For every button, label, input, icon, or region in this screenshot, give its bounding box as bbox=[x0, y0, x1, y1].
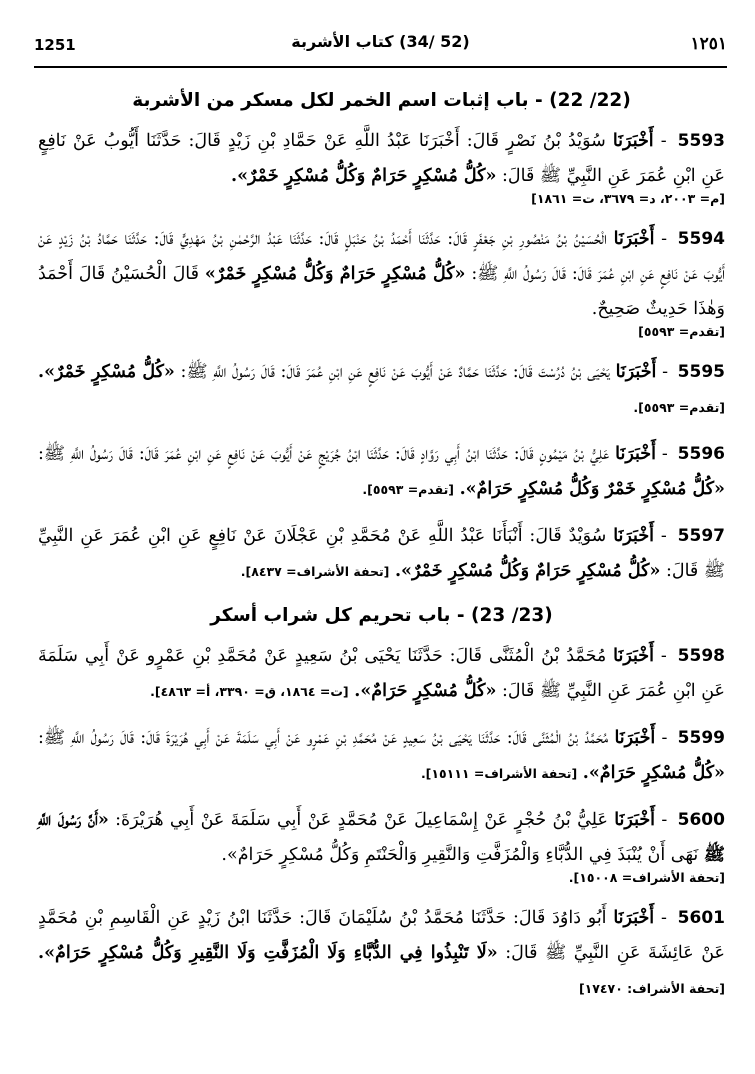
hadith-prefix: أَخْبَرَنَا bbox=[614, 810, 656, 830]
hadith-after: قَالَ الْحُسَيْنُ قَالَ أَحْمَدُ وَهٰذَا حَدِيثٌ صَحِيحٌ. bbox=[38, 264, 725, 319]
hadith-reference: [ت= ١٨٦٤، ق= ٣٣٩٠، أ= ٤٨٦٣]. bbox=[150, 684, 349, 699]
chapter-title: (22/ 22) - باب إثبات اسم الخمر لكل مسكر من الأشربة bbox=[132, 90, 631, 111]
hadith-matn: «كُلُّ مُسْكِرٍ حَرَامٌ وَكُلُّ مُسْكِرٍ خَمْرٌ» bbox=[204, 264, 466, 284]
hadith-isnad: سُوَيْدُ بْنُ نَصْرٍ قَالَ: أَخْبَرَنَا عَبْدُ اللَّهِ عَنْ حَمَّادِ بْنِ زَيْدٍ قَالَ: حَدَّثَنَا أَيُّوبُ عَنْ نَافِعٍ عَنِ ابْنِ عُمَرَ عَنِ النَّبِيِّ ﷺ قَالَ: bbox=[38, 131, 725, 186]
hadith-5601: 5601 - أَخْبَرَنَا أَبُو دَاوُدَ قَالَ: حَدَّثَنَا مُحَمَّدُ بْنُ سُلَيْمَانَ قَالَ: حَدَّثَنَا ابْنُ زَيْدٍ عَنِ الْقَاسِمِ بْنِ مُحَمَّدٍ عَنْ عَائِشَةَ عَنِ النَّبِيِّ ﷺ قَالَ: «لَا تَنْبِذُوا فِي الدُّبَّاءِ وَلَا الْمُزَفَّتِ وَلَا النَّقِيرِ وَكُلُّ مُسْكِرٍ حَرَامٌ». [تحفة الأشراف: ١٧٤٧٠] bbox=[38, 901, 725, 1006]
page-content bbox=[38, 76, 725, 1018]
hadith-5600: 5600 - أَخْبَرَنَا عَلِيُّ بْنُ حُجْرٍ عَنْ إِسْمَاعِيلَ عَنْ مُحَمَّدٍ عَنْ أَبِي سَلَمَةَ عَنْ أَبِي هُرَيْرَةَ: «أَنَّ رَسُولَ اللَّهِ ﷺ نَهَى أَنْ يُنْبَذَ فِي الدُّبَّاءِ وَالْمُزَفَّتِ وَالنَّقِيرِ وَالْحَنْتَمِ وَكُلُّ مُسْكِرٍ حَرَامٌ». [تحفة الأشراف= ١٥٠٠٨]. bbox=[38, 803, 725, 889]
page-number-latin: 1251 bbox=[34, 36, 76, 54]
hadith-prefix: أَخْبَرَنَا bbox=[613, 908, 655, 928]
hadith-number: 5597 bbox=[677, 526, 725, 546]
hadith-matn: «لَا تَنْبِذُوا فِي الدُّبَّاءِ وَلَا الْمُزَفَّتِ وَلَا النَّقِيرِ وَكُلُّ مُسْكِرٍ حَرَامٌ». bbox=[38, 943, 498, 963]
hadith-isnad: يَحْيَى بْنُ دُرُسْتَ قَالَ: حَدَّثَنَا حَمَّادٌ عَنْ أَيُّوبَ عَنْ نَافِعٍ عَنِ ابْنِ عُمَرَ قَالَ: قَالَ رَسُولُ اللَّهِ ﷺ: bbox=[180, 362, 610, 382]
hadith-matn: «كُلُّ مُسْكِرٍ خَمْرٌ وَكُلُّ مُسْكِرٍ حَرَامٌ». bbox=[459, 479, 725, 499]
header-rule bbox=[34, 66, 727, 68]
hadith-5595: 5595 - أَخْبَرَنَا يَحْيَى بْنُ دُرُسْتَ قَالَ: حَدَّثَنَا حَمَّادٌ عَنْ أَيُّوبَ عَنْ نَافِعٍ عَنِ ابْنِ عُمَرَ قَالَ: قَالَ رَسُولُ اللَّهِ ﷺ: «كُلُّ مُسْكِرٍ خَمْرٌ». [تقدم= ٥٥٩٣]. bbox=[38, 355, 725, 425]
hadith-5597: 5597 - أَخْبَرَنَا سُوَيْدٌ قَالَ: أَنْبَأَنَا عَبْدُ اللَّهِ عَنْ مُحَمَّدِ بْنِ عَجْلَانَ عَنْ نَافِعٍ عَنِ ابْنِ عُمَرَ عَنِ النَّبِيِّ ﷺ قَالَ: «كُلُّ مُسْكِرٍ حَرَامٌ وَكُلُّ مُسْكِرٍ خَمْرٌ». [تحفة الأشراف= ٨٤٣٧]. bbox=[38, 519, 725, 589]
hadith-reference: [تحفة الأشراف: ١٧٤٧٠] bbox=[578, 981, 725, 996]
hadith-prefix: أَخْبَرَنَا bbox=[614, 728, 656, 748]
chapter-title: (23/ 23) - باب تحريم كل شراب أسكر bbox=[210, 605, 553, 626]
hadith-matn: «كُلُّ مُسْكِرٍ حَرَامٌ». bbox=[354, 681, 497, 701]
hadith-5594: 5594 - أَخْبَرَنَا الْحُسَيْنُ بْنُ مَنْصُورِ بْنِ جَعْفَرٍ قَالَ: حَدَّثَنَا أَحْمَدُ بْنُ حَنْبَلٍ قَالَ: حَدَّثَنَا عَبْدُ الرَّحْمٰنِ بْنُ مَهْدِيٍّ قَالَ: حَدَّثَنَا حَمَّادُ بْنُ زَيْدٍ عَنْ أَيُّوبَ عَنْ نَافِعٍ عَنِ ابْنِ عُمَرَ قَالَ: قَالَ رَسُولُ اللَّهِ ﷺ: «كُلُّ مُسْكِرٍ حَرَامٌ وَكُلُّ مُسْكِرٍ خَمْرٌ» قَالَ الْحُسَيْنُ قَالَ أَحْمَدُ وَهٰذَا حَدِيثٌ صَحِيحٌ. [تقدم= ٥٥٩٣] bbox=[38, 222, 725, 343]
hadith-reference: [تقدم= ٥٥٩٣]. bbox=[362, 482, 454, 497]
hadith-reference: [تحفة الأشراف= ١٥١١١]. bbox=[420, 766, 578, 781]
hadith-number: 5598 bbox=[677, 646, 725, 666]
hadith-number: 5594 bbox=[677, 229, 725, 249]
hadith-matn: «كُلُّ مُسْكِرٍ حَرَامٌ وَكُلُّ مُسْكِرٍ خَمْرٌ». bbox=[394, 561, 661, 581]
hadith-matn: «كُلُّ مُسْكِرٍ خَمْرٌ». bbox=[38, 362, 175, 382]
hadith-isnad: مُحَمَّدُ بْنُ الْمُثَنَّى قَالَ: حَدَّثَنَا يَحْيَى بْنُ سَعِيدٍ عَنْ مُحَمَّدِ بْنِ عَمْرٍو عَنْ أَبِي سَلَمَةَ عَنِ ابْنِ عُمَرَ عَنِ النَّبِيِّ ﷺ قَالَ: bbox=[38, 646, 725, 701]
hadith-5598: 5598 - أَخْبَرَنَا مُحَمَّدُ بْنُ الْمُثَنَّى قَالَ: حَدَّثَنَا يَحْيَى بْنُ سَعِيدٍ عَنْ مُحَمَّدِ بْنِ عَمْرٍو عَنْ أَبِي سَلَمَةَ عَنِ ابْنِ عُمَرَ عَنِ النَّبِيِّ ﷺ قَالَ: «كُلُّ مُسْكِرٍ حَرَامٌ». [ت= ١٨٦٤، ق= ٣٣٩٠، أ= ٤٨٦٣]. bbox=[38, 639, 725, 709]
page-number-arabic: ١٢٥١ bbox=[690, 34, 727, 54]
hadith-after: نَهَى أَنْ يُنْبَذَ فِي الدُّبَّاءِ وَالْمُزَفَّتِ وَالنَّقِيرِ وَالْحَنْتَمِ وَكُلُّ مُسْكِرٍ حَرَامٌ». bbox=[221, 845, 699, 865]
hadith-number: 5601 bbox=[677, 908, 725, 928]
hadith-reference: [تقدم= ٥٥٩٣]. bbox=[633, 400, 725, 415]
hadith-prefix: أَخْبَرَنَا bbox=[612, 131, 654, 151]
hadith-prefix: أَخْبَرَنَا bbox=[615, 444, 656, 464]
hadith-isnad: سُوَيْدٌ قَالَ: أَنْبَأَنَا عَبْدُ اللَّهِ عَنْ مُحَمَّدِ بْنِ عَجْلَانَ عَنْ نَافِعٍ عَنِ ابْنِ عُمَرَ عَنِ النَّبِيِّ ﷺ قَالَ: bbox=[38, 526, 725, 581]
hadith-prefix: أَخْبَرَنَا bbox=[613, 229, 655, 249]
hadith-reference: [تحفة الأشراف= ١٥٠٠٨]. bbox=[568, 870, 725, 885]
hadith-number: 5595 bbox=[677, 362, 725, 382]
book-title: (52 /34) كتاب الأشربة bbox=[291, 32, 470, 51]
hadith-matn: «كُلُّ مُسْكِرٍ حَرَامٌ». bbox=[582, 763, 725, 783]
hadith-prefix: أَخْبَرَنَا bbox=[613, 646, 654, 666]
hadith-number: 5599 bbox=[677, 728, 725, 748]
hadith-isnad: مُحَمَّدُ بْنُ الْمُثَنَّى قَالَ: حَدَّثَنَا يَحْيَى بْنُ سَعِيدٍ عَنْ مُحَمَّدِ بْنِ عَمْرٍو عَنْ أَبِي سَلَمَةَ عَنْ أَبِي هُرَيْرَةَ قَالَ: قَالَ رَسُولُ اللَّهِ ﷺ: bbox=[38, 728, 609, 748]
hadith-number: 5596 bbox=[677, 444, 725, 464]
hadith-isnad: الْحُسَيْنُ بْنُ مَنْصُورِ بْنِ جَعْفَرٍ قَالَ: حَدَّثَنَا أَحْمَدُ بْنُ حَنْبَلٍ قَالَ: حَدَّثَنَا عَبْدُ الرَّحْمٰنِ بْنُ مَهْدِيٍّ قَالَ: حَدَّثَنَا حَمَّادُ بْنُ زَيْدٍ عَنْ أَيُّوبَ عَنْ نَافِعٍ عَنِ ابْنِ عُمَرَ قَالَ: قَالَ رَسُولُ اللَّهِ ﷺ: bbox=[38, 229, 725, 284]
hadith-5599: 5599 - أَخْبَرَنَا مُحَمَّدُ بْنُ الْمُثَنَّى قَالَ: حَدَّثَنَا يَحْيَى بْنُ سَعِيدٍ عَنْ مُحَمَّدِ بْنِ عَمْرٍو عَنْ أَبِي سَلَمَةَ عَنْ أَبِي هُرَيْرَةَ قَالَ: قَالَ رَسُولُ اللَّهِ ﷺ: «كُلُّ مُسْكِرٍ حَرَامٌ». [تحفة الأشراف= ١٥١١١]. bbox=[38, 721, 725, 791]
page-header bbox=[34, 30, 727, 64]
hadith-reference: [تقدم= ٥٥٩٣] bbox=[638, 324, 725, 339]
hadith-reference: [م= ٢٠٠٣، د= ٣٦٧٩، ت= ١٨٦١] bbox=[531, 191, 725, 206]
hadith-5593: 5593 - أَخْبَرَنَا سُوَيْدُ بْنُ نَصْرٍ قَالَ: أَخْبَرَنَا عَبْدُ اللَّهِ عَنْ حَمَّادِ بْنِ زَيْدٍ قَالَ: حَدَّثَنَا أَيُّوبُ عَنْ نَافِعٍ عَنِ ابْنِ عُمَرَ عَنِ النَّبِيِّ ﷺ قَالَ: «كُلُّ مُسْكِرٍ حَرَامٌ وَكُلُّ مُسْكِرٍ خَمْرٌ». [م= ٢٠٠٣، د= ٣٦٧٩، ت= ١٨٦١] bbox=[38, 124, 725, 210]
hadith-number: 5600 bbox=[677, 810, 725, 830]
hadith-prefix: أَخْبَرَنَا bbox=[615, 362, 657, 382]
hadith-reference: [تحفة الأشراف= ٨٤٣٧]. bbox=[240, 564, 390, 579]
hadith-isnad: عَلِيُّ بْنُ مَيْمُونٍ قَالَ: حَدَّثَنَا ابْنُ أَبِي رَوَّادٍ قَالَ: حَدَّثَنَا ابْنُ جُرَيْجٍ عَنْ أَيُّوبَ عَنْ نَافِعٍ عَنِ ابْنِ عُمَرَ قَالَ: قَالَ رَسُولُ اللَّهِ ﷺ: bbox=[38, 444, 610, 464]
hadith-isnad: أَبُو دَاوُدَ قَالَ: حَدَّثَنَا مُحَمَّدُ بْنُ سُلَيْمَانَ قَالَ: حَدَّثَنَا ابْنُ زَيْدٍ عَنِ الْقَاسِمِ بْنِ مُحَمَّدٍ عَنْ عَائِشَةَ عَنِ النَّبِيِّ ﷺ قَالَ: bbox=[38, 908, 725, 963]
hadith-5596: 5596 - أَخْبَرَنَا عَلِيُّ بْنُ مَيْمُونٍ قَالَ: حَدَّثَنَا ابْنُ أَبِي رَوَّادٍ قَالَ: حَدَّثَنَا ابْنُ جُرَيْجٍ عَنْ أَيُّوبَ عَنْ نَافِعٍ عَنِ ابْنِ عُمَرَ قَالَ: قَالَ رَسُولُ اللَّهِ ﷺ: «كُلُّ مُسْكِرٍ خَمْرٌ وَكُلُّ مُسْكِرٍ حَرَامٌ». [تقدم= ٥٥٩٣]. bbox=[38, 437, 725, 507]
hadith-matn: «أَنَّ رَسُولَ اللَّهِ ﷺ bbox=[38, 810, 725, 865]
hadith-number: 5593 bbox=[677, 131, 725, 151]
hadith-matn: «كُلُّ مُسْكِرٍ حَرَامٌ وَكُلُّ مُسْكِرٍ خَمْرٌ». bbox=[231, 166, 497, 186]
hadith-prefix: أَخْبَرَنَا bbox=[613, 526, 655, 546]
hadith-isnad: عَلِيُّ بْنُ حُجْرٍ عَنْ إِسْمَاعِيلَ عَنْ مُحَمَّدٍ عَنْ أَبِي سَلَمَةَ عَنْ أَبِي هُرَيْرَةَ: bbox=[115, 810, 608, 830]
